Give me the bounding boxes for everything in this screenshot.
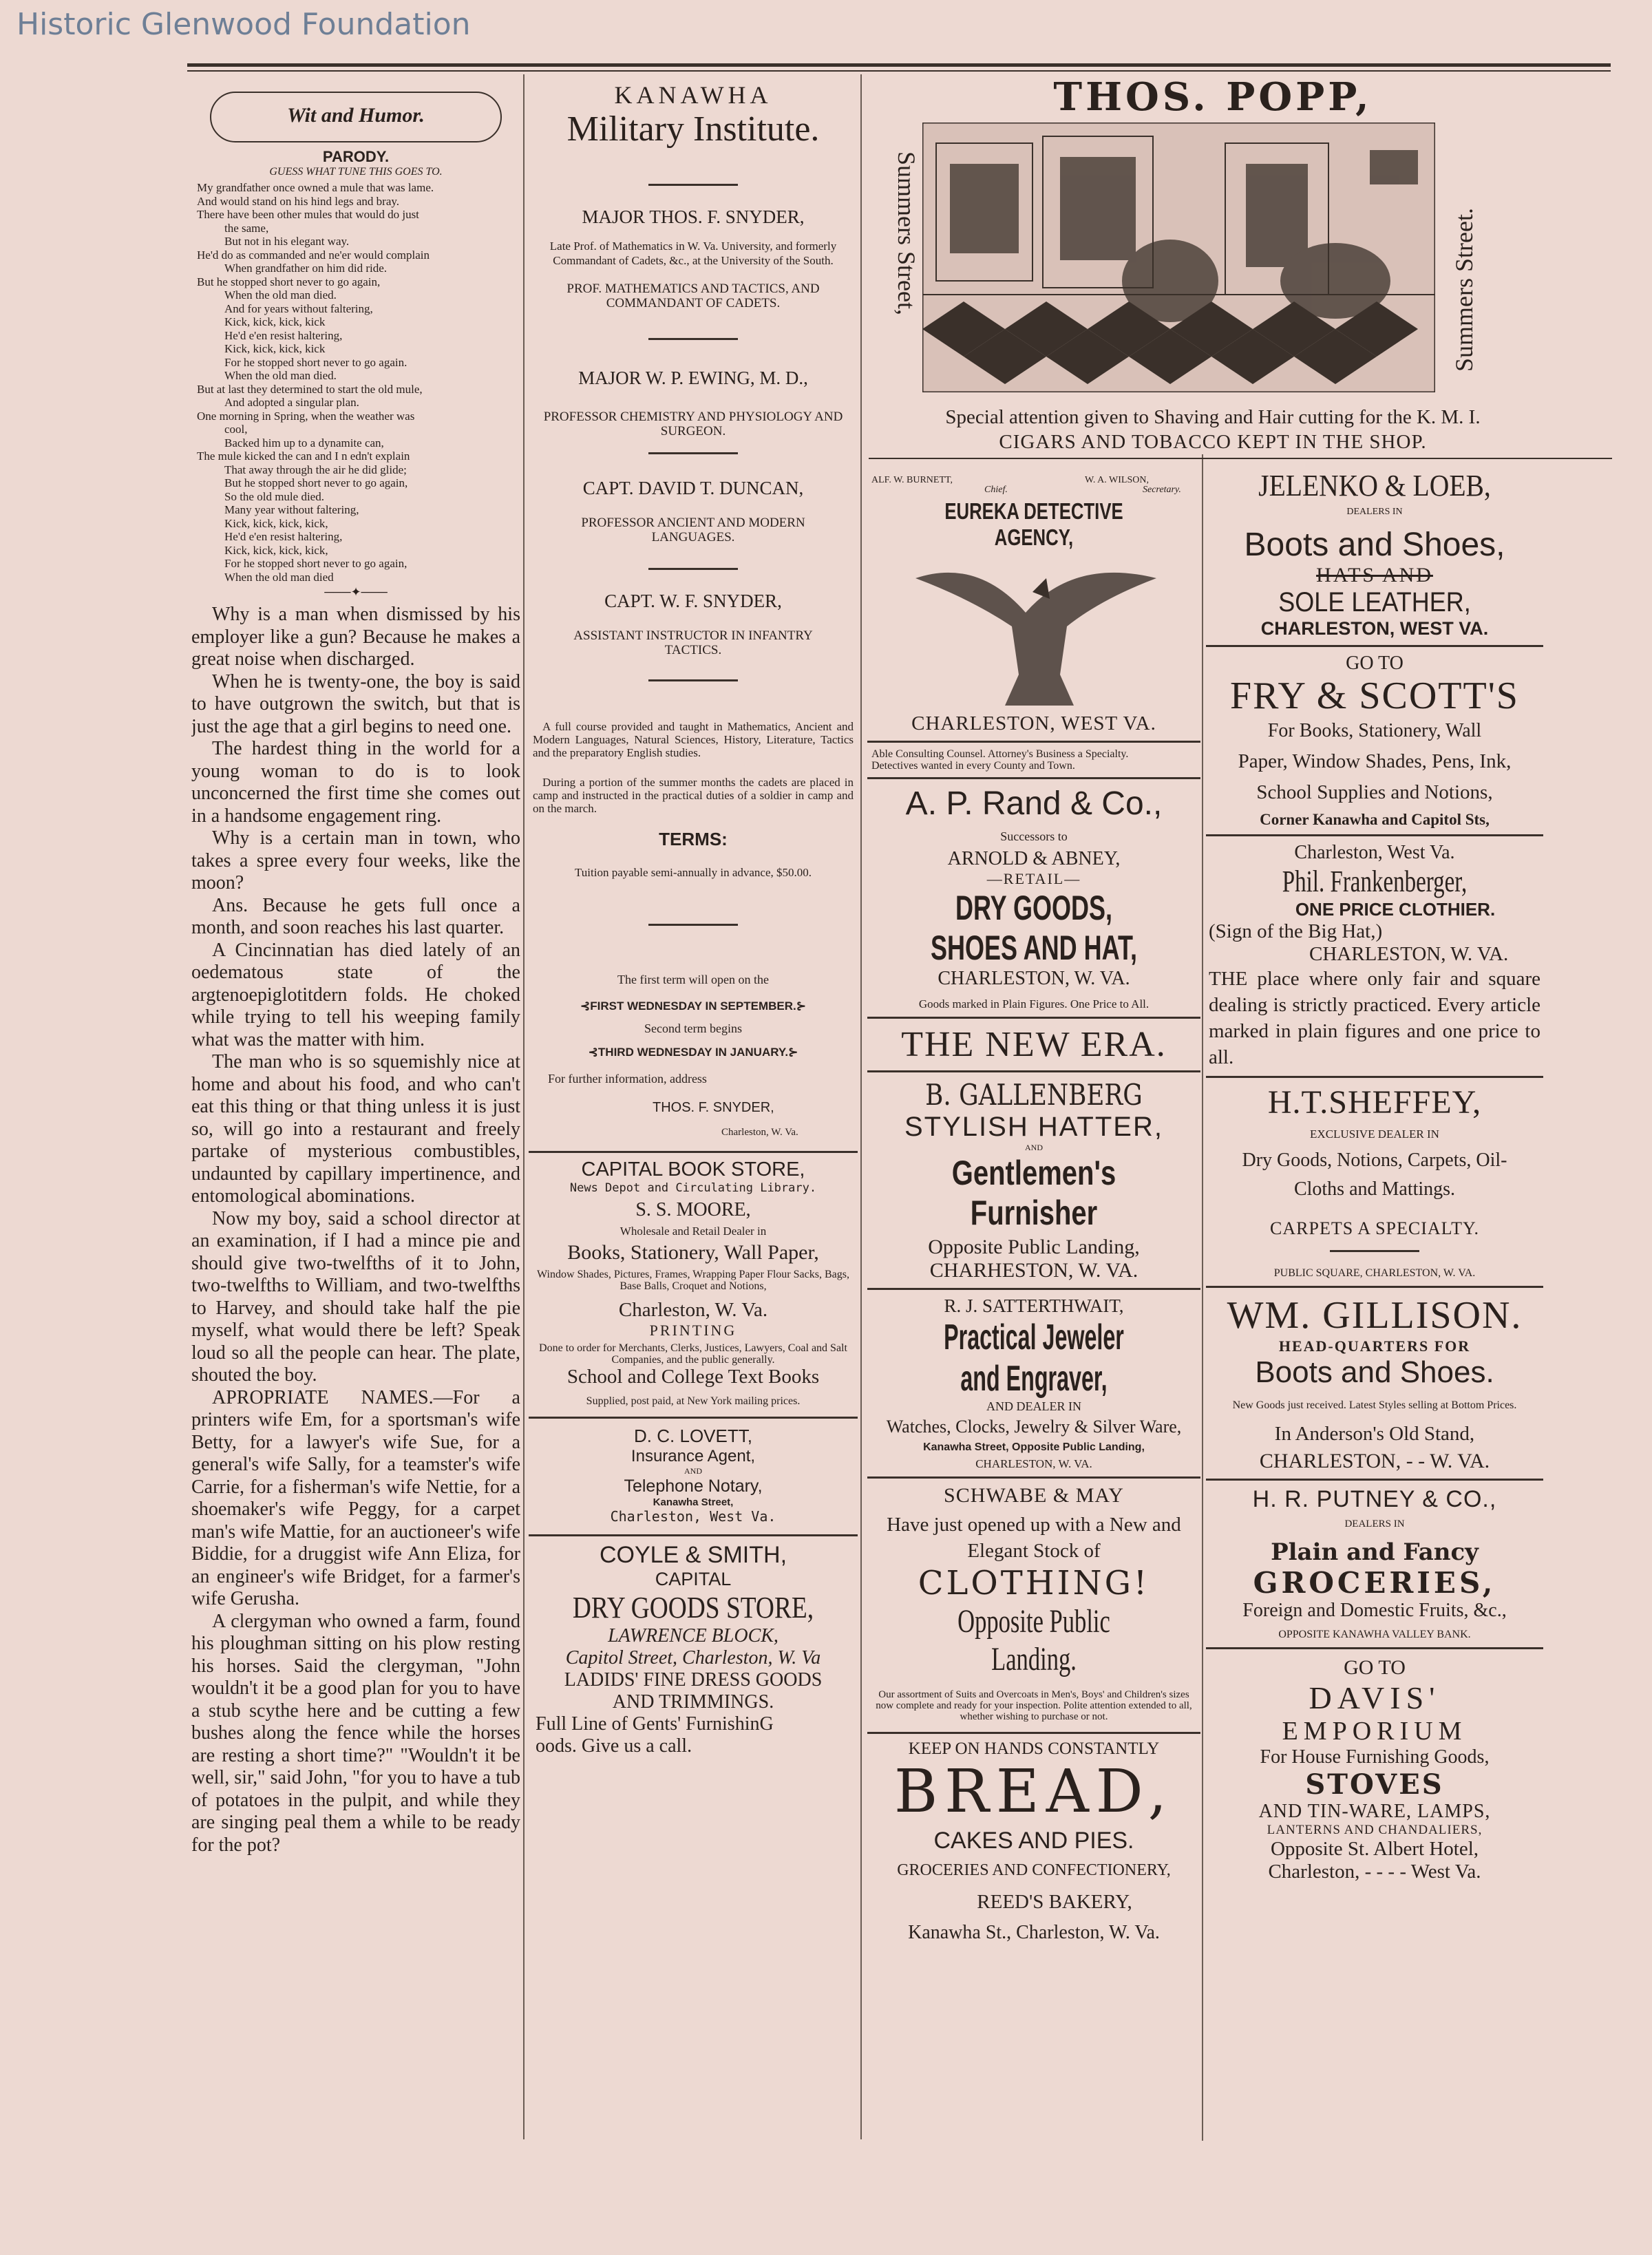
reeds-bakery: REED'S BAKERY, <box>977 1891 1132 1913</box>
column-rule <box>860 74 862 2139</box>
wholesale-line: Wholesale and Retail Dealer in <box>620 1225 767 1238</box>
wilson-role: Secretary. <box>1143 485 1181 495</box>
humor-paragraph: APROPRIATE NAMES.—For a printers wife Em, for a sportsman's wife Betty, for a lawyer's wife Sue, for a general's wife Sally, for a teamster's wife Carrie, for a fisherman's wife Nettie, for a shoemaker's wife Peggy, for a carpet man's wife Mattie, for an auctioneer's wife Biddie, for a druggist wife Ann Eliza, for an engineer's wife Bridget, for a farmer's wife Gerusha. <box>191 1386 520 1609</box>
barber-shop-engraving <box>922 123 1435 392</box>
gillison-city: CHARLESTON, - - W. VA. <box>1259 1450 1490 1472</box>
clothing: CLOTHING! <box>918 1564 1150 1602</box>
gents-furnisher: Gentlemen's Furnisher <box>951 1154 1116 1232</box>
books-line: Books, Stationery, Wall Paper, <box>567 1241 819 1264</box>
popp-line-1: Special attention given to Shaving and Hair cutting for the K. M. I. <box>945 406 1481 428</box>
trimmings: AND TRIMMINGS. <box>612 1691 774 1713</box>
fry-city: Charleston, West Va. <box>1294 842 1455 863</box>
boots-shoes: Boots and Shoes, <box>1244 527 1505 563</box>
poem-line: For he stopped short never to go again, <box>224 557 407 570</box>
poem-line: The mule kicked the can and I n edn't explain <box>197 449 410 463</box>
ads-column-3 <box>867 475 1200 1944</box>
humor-paragraph: Ans. Because he gets full once a month, and soon reaches his last quarter. <box>191 894 520 938</box>
public-square: PUBLIC SQUARE, CHARLESTON, W. VA. <box>1273 1267 1476 1279</box>
staff-name: CAPT. W. F. SNYDER, <box>604 591 782 611</box>
column-rule <box>523 74 525 2139</box>
staff-title: ASSISTANT INSTRUCTOR IN INFANTRY TACTICS. <box>573 628 813 657</box>
call-line: oods. Give us a call. <box>536 1735 692 1757</box>
info-line: For further information, address <box>548 1072 707 1086</box>
poem-line: cool, <box>224 423 248 436</box>
poem-line: One morning in Spring, when the weather was <box>197 409 415 423</box>
lovett-telephone: Telephone Notary, <box>624 1476 763 1496</box>
lovett-city: Charleston, West Va. <box>610 1508 776 1525</box>
kmi-column <box>529 79 858 1757</box>
poem-line: And for years without faltering, <box>224 301 373 315</box>
poem-line: Kick, kick, kick, kick, <box>224 543 328 557</box>
poem-line: But not in his elegant way. <box>224 235 350 248</box>
poem-line: My grandfather once owned a mule that was lame. <box>197 181 434 194</box>
popp-line-2: CIGARS AND TOBACCO KEPT IN THE SHOP. <box>999 431 1427 453</box>
plain-fancy: Plain and Fancy <box>1271 1538 1479 1566</box>
tin-ware: AND TIN-WARE, LAMPS, <box>1258 1801 1491 1822</box>
emporium: EMPORIUM <box>1282 1717 1468 1746</box>
poem-line: Kick, kick, kick, kick, <box>224 516 328 530</box>
lovett-name: D. C. LOVETT, <box>634 1426 752 1446</box>
printing-heading: PRINTING <box>649 1322 737 1339</box>
eureka-officers <box>867 475 1200 498</box>
wit-and-humor-heading: Wit and Humor. <box>210 92 502 142</box>
parody-subtitle: GUESS WHAT TUNE THIS GOES TO. <box>269 166 443 178</box>
davis: DAVIS' <box>1309 1680 1441 1715</box>
staff-name: MAJOR THOS. F. SNYDER, <box>582 207 805 227</box>
lovett-insurance: Insurance Agent, <box>631 1447 756 1465</box>
humor-paragraph: The man who is so squemishly nice at home and about his food, and who can't eat this thing or that thing unless it is just so, will go into a restaurant and freely partake of mysterious combustibles, undaunted by capillary impertinence, and entomological abominations. <box>191 1051 520 1207</box>
poem-line: And would stand on his hind legs and bray. <box>197 194 400 208</box>
anderson-stand: In Anderson's Old Stand, <box>1274 1423 1475 1445</box>
poem-line: When grandfather on him did ride. <box>224 262 388 275</box>
poem-line: Many year without faltering, <box>224 503 359 516</box>
news-depot: News Depot and Circulating Library. <box>569 1181 817 1195</box>
fruits: Foreign and Domestic Fruits, &c., <box>1242 1600 1507 1621</box>
first-term: The first term will open on the <box>617 973 769 986</box>
watermark: Historic Glenwood Foundation <box>17 7 471 42</box>
lovett-street: Kanawha Street, <box>653 1496 734 1508</box>
institute-heading: Military Institute. <box>566 109 820 149</box>
burnett: ALF. W. BURNETT, <box>871 475 953 485</box>
carpets-specialty: CARPETS A SPECIALTY. <box>1270 1218 1479 1238</box>
opened-line: Have just opened up with a New and Elegant Stock of <box>887 1514 1181 1562</box>
poem-line: But at last they determined to start the old mule, <box>197 382 423 396</box>
poem-line: So the old mule died. <box>224 489 324 503</box>
capitol-street: Capitol Street, Charleston, W. Va <box>565 1647 821 1669</box>
burnett-role: Chief. <box>984 485 1008 495</box>
terms-heading: TERMS: <box>659 829 728 849</box>
humor-paragraphs <box>191 604 520 1856</box>
parody-poem <box>191 181 520 584</box>
poem-line: For he stopped short never to go again. <box>224 355 407 369</box>
tuition: Tuition payable semi-annually in advance, $50.00. <box>574 866 812 879</box>
dry-goods-store: DRY GOODS STORE, <box>572 1591 814 1624</box>
sheffey-line-1: Dry Goods, Notions, Carpets, Oil- <box>1242 1150 1507 1171</box>
new-goods: New Goods just received. Latest Styles selling at Bottom Prices. <box>1232 1399 1517 1411</box>
stoves: STOVES <box>1305 1768 1444 1801</box>
groceries-conf: GROCERIES AND CONFECTIONERY, <box>897 1861 1171 1879</box>
staff-note: Late Prof. of Mathematics in W. Va. University, and formerly Commandant of Cadets, &c., at the University of the South. <box>549 240 837 267</box>
poem-line: There have been other mules that would do just <box>197 208 419 221</box>
camp-description: During a portion of the summer months the cadets are placed in camp and instructed in the practical duties of a soldier in camp and on the march. <box>533 776 854 815</box>
fry-scott: FRY & SCOTT'S <box>1230 675 1519 717</box>
third-wednesday: ⊰THIRD WEDNESDAY IN JANUARY.⊱ <box>588 1046 798 1059</box>
staff-title: PROFESSOR CHEMISTRY AND PHYSIOLOGY AND SURGEON. <box>543 410 843 438</box>
watches: Watches, Clocks, Jewelry & Silver Ware, <box>886 1417 1182 1437</box>
reed-address: Kanawha St., Charleston, W. Va. <box>908 1922 1160 1943</box>
gallenberg: B. GALLENBERG <box>925 1078 1143 1112</box>
phil-text: THE place where only fair and square dealing is strictly practiced. Every article marked in plain figures and one price to all. <box>1209 968 1540 1068</box>
wilson: W. A. WILSON, <box>1085 475 1149 485</box>
dealers-in-2: DEALERS IN <box>1344 1518 1405 1529</box>
phil-city: CHARLESTON, W. VA. <box>1309 943 1509 965</box>
fry-line-2: Paper, Window Shades, Pens, Ink, <box>1238 750 1512 772</box>
staff-name: MAJOR W. P. EWING, M. D., <box>578 368 808 388</box>
ads-column-4 <box>1206 468 1543 1883</box>
capital-book-store: CAPITAL BOOK STORE, <box>581 1158 805 1181</box>
humor-paragraph: Now my boy, said a school director at an examination, if I had a mince pie and should give two-twelfths of it to John, two-twelfths to William, and two-twelfths to Harvey, and should take half the pie myself, what would there be left? Speak loud so all the people can hear. The plate, shouted the boy. <box>191 1207 520 1386</box>
st-albert: Opposite St. Albert Hotel, <box>1270 1838 1479 1860</box>
eureka-city: CHARLESTON, WEST VA. <box>911 712 1156 734</box>
poem-line: He'd do as commanded and ne'er would complain <box>197 248 430 262</box>
jeweler: Practical Jeweler and Engraver, <box>944 1317 1124 1399</box>
poem-line: But he stopped short never to go again, <box>197 275 381 288</box>
course-description: A full course provided and taught in Mathematics, Ancient and Modern Languages, Natural Sciences, History, Literature, Tactics and the preparatory English studies. <box>533 720 854 759</box>
humor-paragraph: A clergyman who owned a farm, found his ploughman sitting on his plow resting his horses. Said the clergyman, "John wouldn't it be a good plan for you to have a stub scythe here and be cutting a few bushes along the fence while the horses are resting a short time?" "Wouldn't it be well, sir," said John, "for you to have a tub of potatoes in the pulpit, and while they are singing peal them a while to be ready for the pot? <box>191 1610 520 1856</box>
opposite-landing: Opposite Public Landing, <box>928 1236 1140 1258</box>
opposite-landing-2: Opposite Public Landing. <box>957 1603 1110 1677</box>
humor-paragraph: A Cincinnatian has died lately of an oedematous state of the argtenoepiglotitdern folds. He choked while trying to tell his weeping family what was the matter with him. <box>191 939 520 1050</box>
assortment: Our assortment of Suits and Overcoats in Men's, Boys' and Children's sizes now complete and ready for your inspection. Polite attention extended to all, whether wishing to purchase or not. <box>876 1689 1192 1722</box>
sheffey: H.T.SHEFFEY, <box>1267 1084 1482 1121</box>
kanawha-street: Kanawha Street, Opposite Public Landing, <box>923 1441 1145 1453</box>
house-furnishing: For House Furnishing Goods, <box>1260 1746 1490 1768</box>
retail-label: —RETAIL— <box>986 870 1081 887</box>
and-label: AND <box>1025 1143 1043 1152</box>
address-name: THOS. F. SNYDER, <box>653 1100 774 1115</box>
coyle-smith: COYLE & SMITH, <box>599 1542 787 1568</box>
poem-line: But he stopped short never to go again, <box>224 476 408 489</box>
groceries: GROCERIES, <box>1253 1566 1496 1600</box>
head-quarters: HEAD-QUARTERS FOR <box>1278 1337 1471 1355</box>
rand-city: CHARLESTON, W. VA. <box>938 968 1130 989</box>
big-hat: (Sign of the Big Hat,) <box>1209 920 1383 942</box>
new-era: THE NEW ERA. <box>901 1025 1167 1064</box>
poem-line: When the old man died. <box>224 369 337 382</box>
dry-goods-shoes-hat: DRY GOODS, SHOES AND HAT, <box>930 889 1138 967</box>
one-price: ONE PRICE CLOTHIER. <box>1295 899 1496 920</box>
poem-line: And adopted a singular plan. <box>224 396 359 409</box>
goods-list: Window Shades, Pictures, Frames, Wrapping Paper Flour Sacks, Bags, Base Balls, Croquet and Notions, <box>537 1269 849 1292</box>
go-to: GO TO <box>1346 653 1404 674</box>
jelenko-loeb: JELENKO & LOEB, <box>1258 469 1491 502</box>
sheffey-line-2: Cloths and Mattings. <box>1293 1178 1456 1200</box>
eagle-icon <box>867 551 1200 709</box>
parody-title: PARODY. <box>322 148 390 165</box>
dealer-in: AND DEALER IN <box>986 1399 1081 1413</box>
eureka-note: Able Consulting Counsel. Attorney's Business a Specialty. <box>871 748 1129 760</box>
poem-line: He'd e'en resist haltering, <box>224 530 343 543</box>
putney: H. R. PUTNEY & CO., <box>1252 1486 1497 1512</box>
dealers-in: DEALERS IN <box>1346 507 1403 517</box>
popp-title: THOS. POPP, <box>1053 74 1373 120</box>
poem-line: That away through the air he did glide; <box>224 463 407 476</box>
fry-line-1: For Books, Stationery, Wall <box>1267 720 1482 741</box>
ad-rule <box>869 458 1612 459</box>
satterthwait-city: CHARLESTON, W. VA. <box>975 1457 1092 1470</box>
capital-label: CAPITAL <box>655 1569 732 1589</box>
ornament-divider: ───✦─── <box>324 585 388 599</box>
humor-paragraph: When he is twenty-one, the boy is said to have outgrown the switch, but that is just the age that a girl begins to need one. <box>191 670 520 737</box>
rand-title: A. P. Rand & Co., <box>905 785 1163 822</box>
poem-line: Kick, kick, kick, kick <box>224 342 326 355</box>
staff-name: CAPT. DAVID T. DUNCAN, <box>582 478 804 498</box>
address-city: Charleston, W. Va. <box>721 1127 798 1138</box>
davis-city: Charleston, - - - - West Va. <box>1268 1861 1481 1883</box>
column-rule <box>1202 454 1203 2141</box>
cakes-pies: CAKES AND PIES. <box>933 1828 1134 1854</box>
arnold-abney: ARNOLD & ABNEY, <box>947 848 1121 869</box>
gillison: WM. GILLISON. <box>1227 1294 1523 1337</box>
lawrence-block: LAWRENCE BLOCK, <box>608 1625 779 1647</box>
hats-and: HATS AND <box>1316 564 1433 586</box>
poem-line: When the old man died <box>224 570 334 584</box>
staff-title: PROF. MATHEMATICS AND TACTICS, AND COMMANDANT OF CADETS. <box>566 282 820 310</box>
humor-paragraph: Why is a certain man in town, who takes a spree every four weeks, like the moon? <box>191 827 520 893</box>
top-rule <box>187 63 1611 72</box>
bread: BREAD, <box>893 1757 1174 1826</box>
first-wednesday: ⊰FIRST WEDNESDAY IN SEPTEMBER.⊱ <box>580 999 806 1013</box>
kanawha-heading: KANAWHA <box>614 81 772 109</box>
poem-line: He'd e'en resist haltering, <box>224 328 343 342</box>
ladies-goods: LADIDS' FINE DRESS GOODS <box>564 1669 823 1691</box>
frankenberger: Phil. Frankenberger, <box>1282 865 1468 898</box>
jl-city: CHARLESTON, WEST VA. <box>1260 618 1489 639</box>
sole-leather: SOLE LEATHER, <box>1278 587 1471 617</box>
moore-name: S. S. MOORE, <box>635 1199 751 1220</box>
humor-paragraph: Why is a man when dismissed by his employer like a gun? Because he makes a great noise when discharged. <box>191 604 520 670</box>
plain-figures: Goods marked in Plain Figures. One Price to All. <box>918 997 1150 1010</box>
eureka-agency: EUREKA DETECTIVE AGENCY, <box>944 498 1123 550</box>
keep-on-hand: KEEP ON HANDS CONSTANTLY <box>908 1739 1160 1758</box>
gallenberg-city: CHARHESTON, W. VA. <box>929 1259 1139 1282</box>
exclusive-dealer: EXCLUSIVE DEALER IN <box>1310 1128 1439 1141</box>
stylish-hatter: STYLISH HATTER, <box>904 1112 1163 1142</box>
satterthwait: R. J. SATTERTHWAIT, <box>944 1295 1124 1316</box>
schwabe-may: SCHWABE & MAY <box>944 1484 1124 1507</box>
street-left: Summers Street, <box>893 151 920 315</box>
staff-title: PROFESSOR ANCIENT AND MODERN LANGUAGES. <box>581 516 805 544</box>
humor-paragraph: The hardest thing in the world for a young woman to do is to look unconcerned the first time she comes out in a handsome engagement ring. <box>191 738 520 827</box>
fry-line-3: School Supplies and Notions, <box>1256 781 1493 803</box>
printing-note: Done to order for Merchants, Clerks, Justices, Lawyers, Coal and Salt Companies, and the public generally. <box>539 1342 847 1366</box>
poem-line: When the old man died. <box>224 288 337 301</box>
wit-humor-column <box>191 79 520 1856</box>
second-term: Second term begins <box>644 1021 742 1035</box>
eureka-note-2: Detectives wanted in every County and Town. <box>871 760 1075 772</box>
successors: Successors to <box>1000 829 1068 843</box>
charleston-line: Charleston, W. Va. <box>618 1299 768 1321</box>
poem-line: Kick, kick, kick, kick <box>224 315 326 328</box>
supplied-line: Supplied, post paid, at New York mailing prices. <box>586 1395 801 1407</box>
school-books: School and College Text Books <box>566 1366 820 1388</box>
go-to-2: GO TO <box>1344 1656 1406 1679</box>
fry-line-4: Corner Kanawha and Capitol Sts, <box>1260 811 1490 828</box>
and-label: AND <box>684 1466 702 1476</box>
street-right: Summers Street. <box>1450 208 1478 372</box>
poem-line: the same, <box>224 221 269 235</box>
poem-line: Backed him up to a dynamite can, <box>224 436 384 449</box>
lanterns: LANTERNS AND CHANDALIERS, <box>1267 1823 1483 1837</box>
opposite-bank: OPPOSITE KANAWHA VALLEY BANK. <box>1278 1629 1471 1640</box>
gillison-boots: Boots and Shoes. <box>1255 1355 1494 1389</box>
gents-line: Full Line of Gents' FurnishinG <box>536 1713 774 1735</box>
